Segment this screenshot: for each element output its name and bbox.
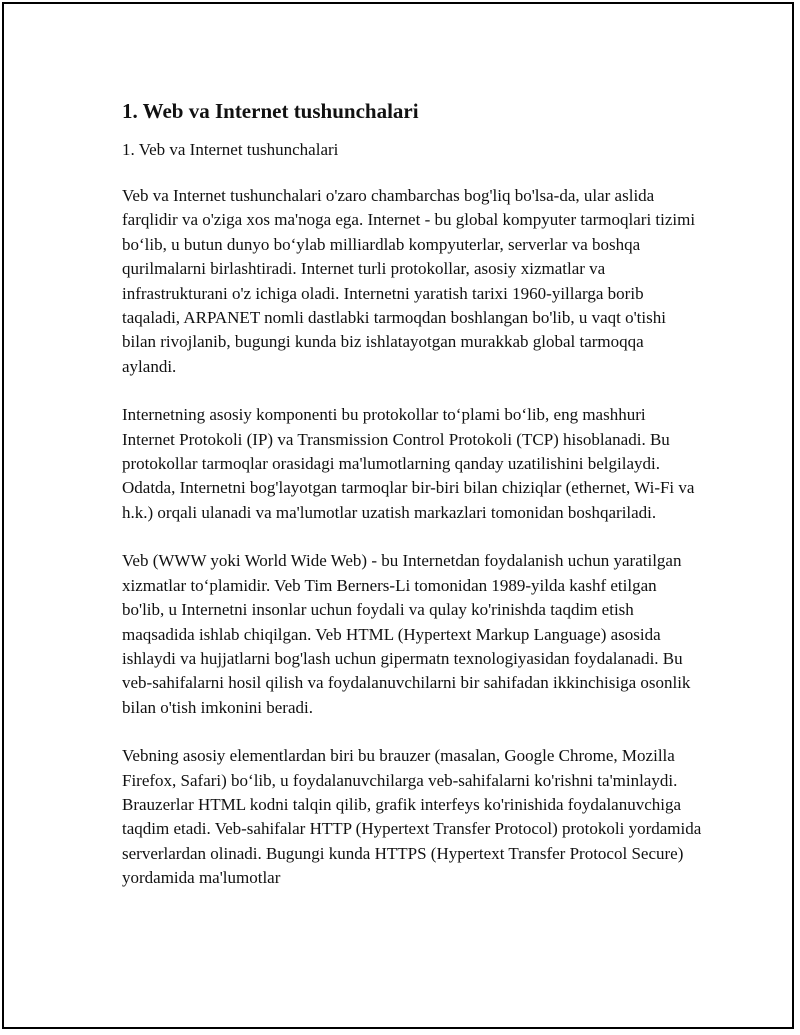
- document-heading: 1. Web va Internet tushunchalari: [122, 99, 419, 123]
- document-subheading: 1. Veb va Internet tushunchalari: [122, 140, 339, 159]
- document-page: [2, 2, 794, 1029]
- paragraph: Internetning asosiy komponenti bu protokollar to‘plami bo‘lib, eng mashhuri Internet Protokoli (IP) va Transmission Control Protokoli (TCP) hisoblanadi. Bu protokollar tarmoqlar orasidagi ma'lumotlarning qanday uzatilishini belgilaydi. Odatda, Internetni bog'layotgan tarmoqlar bir-biri bilan chiziqlar (ethernet, Wi-Fi va h.k.) orqali ulanadi va ma'lumotlar uzatish markazlari tomonidan boshqariladi.: [122, 405, 695, 522]
- paragraph: Veb va Internet tushunchalari o'zaro chambarchas bog'liq bo'lsa-da, ular aslida farqlidir va o'ziga xos ma'noga ega. Internet - bu global kompyuter tarmoqlari tizimi bo‘lib, u butun dunyo bo‘ylab milliardlab kompyuterlar, serverlar va boshqa qurilmalarni birlashtiradi. Internet turli protokollar, asosiy xizmatlar va infrastrukturani o'z ichiga oladi. Internetni yaratish tarixi 1960-yillarga borib taqaladi, ARPANET nomli dastlabki tarmoqdan boshlangan bo'lib, u vaqt o'tishi bilan rivojlanib, bugungi kunda biz ishlatayotgan murakkab global tarmoqqa aylandi.: [122, 186, 696, 376]
- paragraph: Vebning asosiy elementlardan biri bu brauzer (masalan, Google Chrome, Mozilla Firefox, Safari) bo‘lib, u foydalanuvchilarga veb-sahifalarni ko'rishni ta'minlaydi. Brauzerlar HTML kodni talqin qilib, grafik interfeys ko'rinishida foydalanuvchiga taqdim etadi. Veb-sahifalar HTTP (Hypertext Transfer Protocol) protokoli yordamida serverlardan olinadi. Bugungi kunda HTTPS (Hypertext Transfer Protocol Secure) yordamida ma'lumotlar: [122, 746, 702, 888]
- paragraph: Veb (WWW yoki World Wide Web) - bu Internetdan foydalanish uchun yaratilgan xizmatlar to‘plamidir. Veb Tim Berners-Li tomonidan 1989-yilda kashf etilgan bo'lib, u Internetni insonlar uchun foydali va qulay ko'rinishda taqdim etish maqsadida ishlab chiqilgan. Veb HTML (Hypertext Markup Language) asosida ishlaydi va hujjatlarni bog'lash uchun gipermatn texnologiyasidan foydalanadi. Bu veb-sahifalarni hosil qilish va foydalanuvchilarni bir sahifadan ikkinchisiga osonlik bilan o'tish imkonini beradi.: [122, 551, 691, 717]
- document-body: [122, 98, 702, 915]
